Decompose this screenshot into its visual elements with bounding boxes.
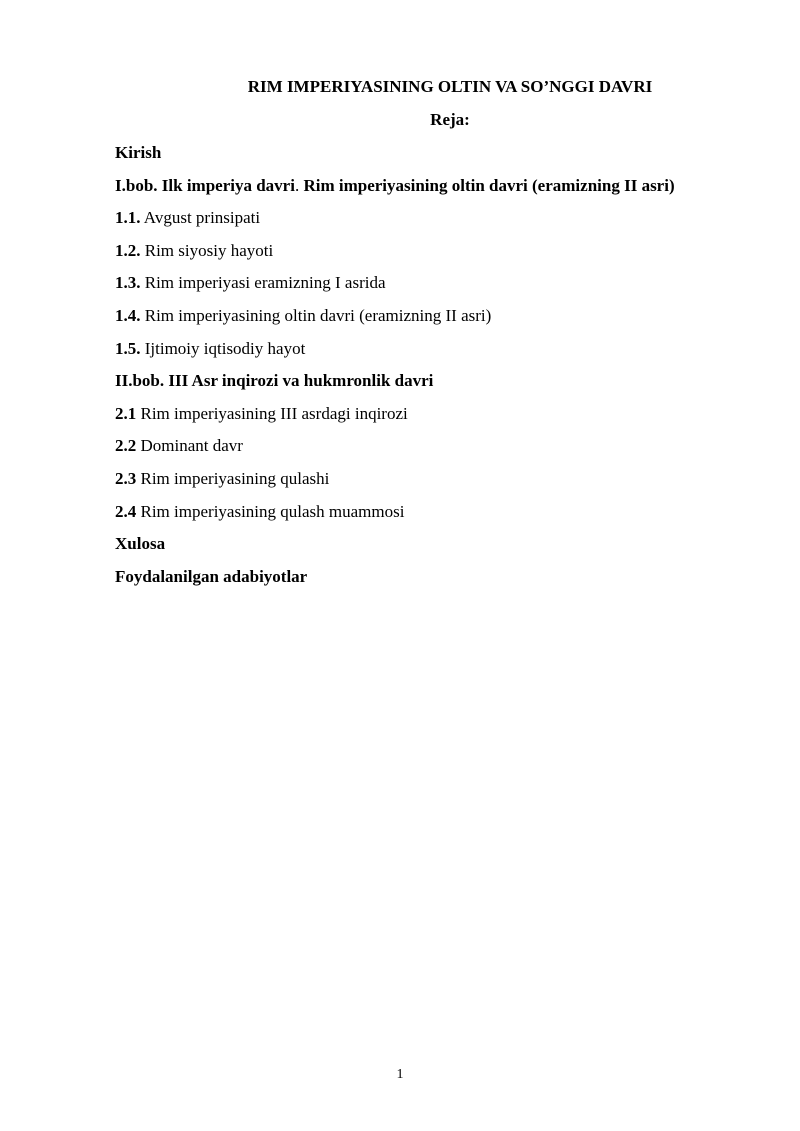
toc-section-2-4 — [115, 501, 775, 534]
toc-section-number: 1.3. — [115, 273, 141, 293]
toc-chapter-1-part-b: Rim imperiyasining oltin davri (eramizning II asri) — [303, 175, 675, 195]
toc-references — [115, 566, 775, 599]
toc-chapter-2 — [115, 370, 775, 403]
toc-section-text: Avgust prinsipati — [140, 208, 261, 228]
toc-section-1-3 — [115, 272, 775, 305]
toc-intro-text: Kirish — [115, 143, 162, 162]
plan-heading: Reja: — [430, 110, 470, 129]
toc-section-2-3 — [115, 468, 775, 501]
toc-section-text: Rim imperiyasining qulashi — [136, 468, 330, 488]
toc-section-text: Ijtimoiy iqtisodiy hayot — [140, 338, 306, 358]
toc-section-number: 1.1. — [115, 208, 141, 228]
toc-section-text: Rim imperiyasining oltin davri (eramizning II asri) — [140, 305, 492, 325]
toc-section-number: 2.1 — [115, 403, 137, 423]
toc-intro — [115, 142, 775, 175]
toc-section-number: 1.2. — [115, 240, 141, 260]
toc-section-1-2 — [115, 240, 775, 273]
document-title: RIM IMPERIYASINING OLTIN VA SO’NGGI DAVRI — [247, 77, 653, 96]
toc-section-number: 1.4. — [115, 305, 141, 325]
toc-chapter-2-text: II.bob. III Asr inqirozi va hukmronlik davri — [115, 371, 434, 391]
toc-conclusion — [115, 533, 775, 566]
toc-section-number: 1.5. — [115, 338, 141, 358]
toc-chapter-1-separator: . — [294, 175, 304, 195]
toc-chapter-1 — [115, 175, 775, 208]
toc-section-number: 2.3 — [115, 468, 137, 488]
toc-section-number: 2.4 — [115, 501, 137, 521]
toc-section-text: Rim imperiyasi eramizning I asrida — [140, 273, 386, 293]
page-number: 1 — [396, 1067, 404, 1082]
toc-section-2-1 — [115, 403, 775, 436]
table-of-contents — [115, 142, 775, 598]
toc-section-2-2 — [115, 435, 775, 468]
toc-section-text: Rim imperiyasining III asrdagi inqirozi — [136, 403, 408, 423]
toc-section-number: 2.2 — [115, 436, 137, 456]
toc-conclusion-text: Xulosa — [115, 534, 166, 554]
toc-section-text: Rim imperiyasining qulash muammosi — [136, 501, 405, 521]
toc-references-text: Foydalanilgan adabiyotlar — [115, 566, 308, 586]
toc-section-1-1 — [115, 207, 775, 240]
toc-chapter-1-part-a: I.bob. Ilk imperiya davri — [115, 175, 295, 195]
toc-section-1-5 — [115, 338, 775, 371]
toc-section-1-4 — [115, 305, 775, 338]
toc-section-text: Rim siyosiy hayoti — [140, 240, 274, 260]
toc-section-text: Dominant davr — [136, 436, 243, 456]
